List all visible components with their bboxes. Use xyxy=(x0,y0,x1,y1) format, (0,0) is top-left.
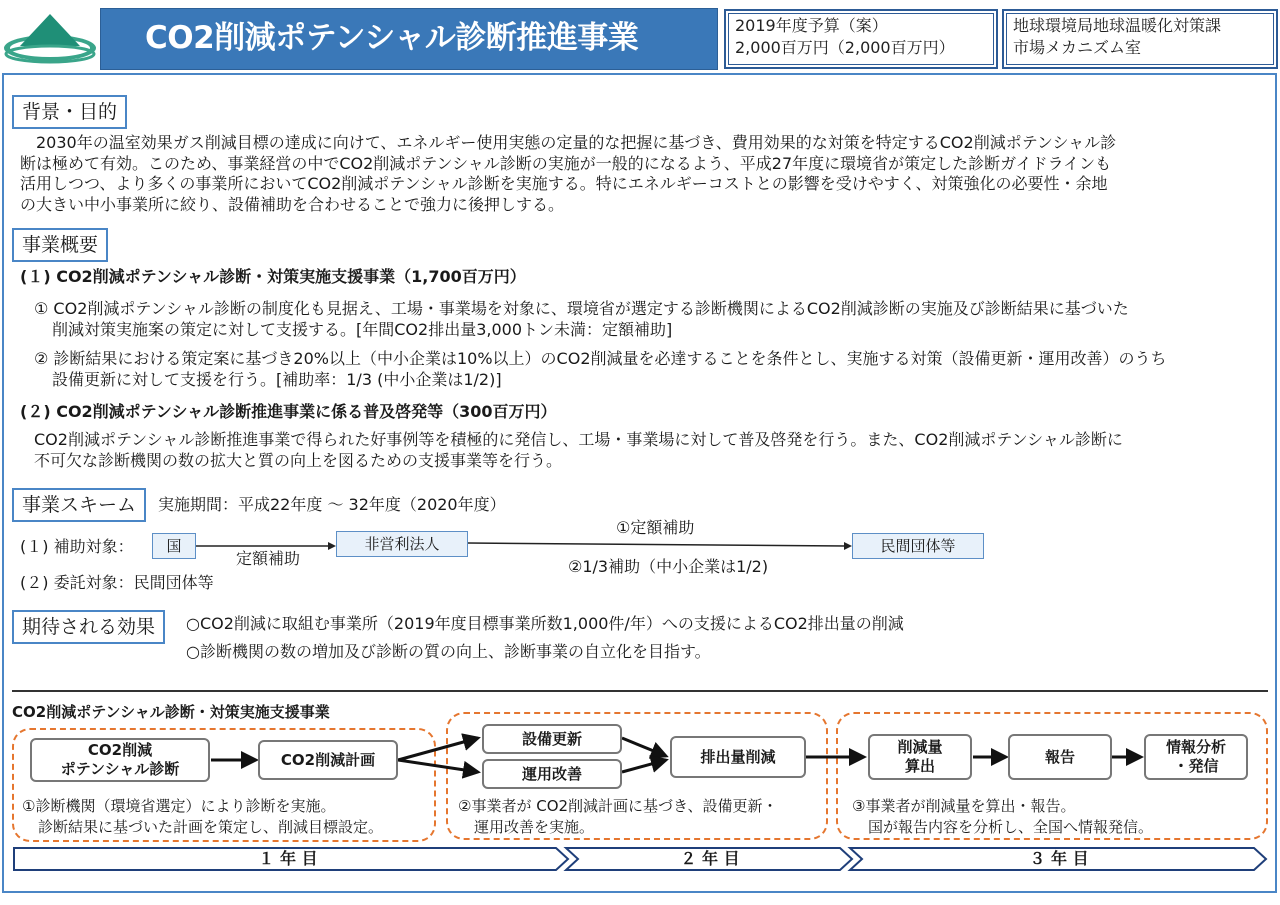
process-note-line: 国が報告内容を分析し、全国へ情報発信。 xyxy=(868,817,1154,836)
overview-line: 削減対策実施案の策定に対して支援する。[年間CO2排出量3,000トン未満：定額補助] xyxy=(52,319,673,339)
process-box-line: ・発信 xyxy=(1173,757,1219,775)
process-note-2 xyxy=(458,796,777,837)
process-note-line: 診断結果に基づいた計画を策定し、削減目標設定。 xyxy=(38,817,384,836)
scheme-period: 実施期間：平成22年度 ～ 32年度（2020年度） xyxy=(158,495,506,514)
background-line: の大きい中小事業所に絞り、設備補助を合わせることで強力に後押しする。 xyxy=(20,194,565,214)
overview-item1-title: (１) CO2削減ポテンシャル診断・対策実施支援事業（1,700百万円） xyxy=(20,267,526,286)
process-box-info xyxy=(1144,734,1248,780)
page-title: CO2削減ポテンシャル診断推進事業 xyxy=(145,20,639,56)
scheme-commission: (２) 委託対象：民間団体等 xyxy=(20,573,214,592)
effects-line-1: ○CO2削減に取組む事業所（2019年度目標事業所数1,000件/年）への支援によるCO2排出量の削減 xyxy=(186,614,904,633)
department-line-2: 市場メカニズム室 xyxy=(1013,38,1142,57)
overview-line: ① CO2削減ポテンシャル診断の制度化も見据え、工場・事業場を対象に、環境省が選定する診断機関によるCO2削減診断の実施及び診断結果に基づいた xyxy=(34,299,1129,318)
scheme-flow-label-3: ②1/3補助（中小企業は1/2) xyxy=(568,557,769,576)
section-heading-effects: 期待される効果 xyxy=(12,610,165,644)
process-box-line: 情報分析 xyxy=(1165,738,1226,756)
process-box-line: 算出 xyxy=(904,757,935,775)
process-title: CO2削減ポテンシャル診断・対策実施支援事業 xyxy=(12,703,330,721)
background-line: 断は極めて有効。このため、事業経営の中でCO2削減ポテンシャル診断の実施が一般的になるよう、平成27年度に環境省が策定した診断ガイドラインも xyxy=(20,153,1112,173)
budget-line-1: 2019年度予算（案） xyxy=(735,16,888,35)
section-heading-overview: 事業概要 xyxy=(12,228,108,262)
year-3-label: ３ 年 目 xyxy=(1029,849,1089,868)
overview-line: 設備更新に対して支援を行う。[補助率：1/3 (中小企業は1/2)] xyxy=(52,369,502,389)
department-line-1: 地球環境局地球温暖化対策課 xyxy=(1013,16,1222,35)
background-line: 2030年の温室効果ガス削減目標の達成に向けて、エネルギー使用実態の定量的な把握に基づき、費用効果的な対策を特定するCO2削減ポテンシャル診 xyxy=(20,133,1117,152)
process-box-plan: CO2削減計画 xyxy=(258,740,398,780)
scheme-box-private: 民間団体等 xyxy=(852,533,984,559)
section-heading-background: 背景・目的 xyxy=(12,95,127,129)
scheme-box-country: 国 xyxy=(152,533,196,559)
scheme-flow-label-1: 定額補助 xyxy=(236,549,301,568)
scheme-subsidy-label: (１) 補助対象： xyxy=(20,537,134,556)
process-box-equipment: 設備更新 xyxy=(482,724,622,754)
process-note-line: 運用改善を実施。 xyxy=(474,817,595,836)
year-2-label: ２ 年 目 xyxy=(680,849,740,868)
section-heading-scheme: 事業スキーム xyxy=(12,488,146,522)
background-line: 活用しつつ、より多くの事業所においてCO2削減ポテンシャル診断を実施する。特にエネルギーコストとの影響を受けやすく、対策強化の必要性・余地 xyxy=(20,174,1108,193)
overview-item2-title: (２) CO2削減ポテンシャル診断推進事業に係る普及啓発等（300百万円） xyxy=(20,402,557,421)
process-note-1 xyxy=(22,796,383,837)
process-box-diagnosis xyxy=(30,738,210,782)
effects-line-2: ○診断機関の数の増加及び診断の質の向上、診断事業の自立化を目指す。 xyxy=(186,642,711,661)
scheme-box-npo: 非営利法人 xyxy=(336,531,468,557)
overview-line: CO2削減ポテンシャル診断推進事業で得られた好事例等を積極的に発信し、工場・事業場に対して普及啓発を行う。また、CO2削減ポテンシャル診断に xyxy=(34,430,1123,449)
process-box-line: CO2削減 xyxy=(87,741,153,759)
overview-line: 不可欠な診断機関の数の拡大と質の向上を図るための支援事業等を行う。 xyxy=(34,450,563,470)
scheme-flow-label-2: ①定額補助 xyxy=(616,518,695,537)
process-box-line: 削減量 xyxy=(897,738,943,756)
process-note-line: ②事業者が CO2削減計画に基づき、設備更新・ xyxy=(458,797,778,815)
process-box-emission: 排出量削減 xyxy=(670,736,806,778)
overview-line: ② 診断結果における策定案に基づき20%以上（中小企業は10%以上）のCO2削減量を必達することを条件とし、実施する対策（設備更新・運用改善）のうち xyxy=(34,349,1167,368)
process-box-calculation xyxy=(868,734,972,780)
year-1-label: １ 年 目 xyxy=(258,849,318,868)
process-note-line: ③事業者が削減量を算出・報告。 xyxy=(852,797,1076,815)
process-note-3 xyxy=(852,796,1153,837)
process-box-report: 報告 xyxy=(1008,734,1112,780)
process-box-line: ポテンシャル診断 xyxy=(60,760,180,778)
process-box-operations: 運用改善 xyxy=(482,759,622,789)
process-note-line: ①診断機関（環境省選定）により診断を実施。 xyxy=(22,797,336,815)
budget-line-2: 2,000百万円（2,000百万円） xyxy=(735,38,955,57)
